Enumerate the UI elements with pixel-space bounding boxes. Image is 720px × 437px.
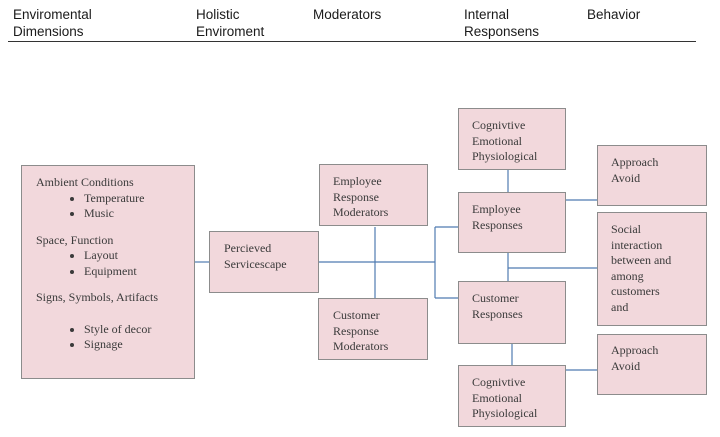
header-behavior: Behavior bbox=[587, 7, 641, 22]
header-environmental-dimensions: Enviromental Dimensions bbox=[13, 7, 92, 39]
customer-internal-states-box: Cognivtive Emotional Physiological bbox=[458, 365, 566, 427]
header-holistic-environment: Holistic Enviroment bbox=[196, 7, 265, 39]
employee-responses-box: Employee Responses bbox=[458, 192, 566, 253]
customer-responses-box: Customer Responses bbox=[458, 281, 566, 344]
ambient-conditions-list bbox=[36, 191, 180, 222]
employee-internal-states-box: Cognivtive Emotional Physiological bbox=[458, 108, 566, 170]
environmental-dimensions-box bbox=[21, 165, 195, 379]
customer-response-moderators-box: Customer Response Moderators bbox=[318, 298, 428, 360]
signs-symbols-list bbox=[36, 322, 180, 353]
employee-response-moderators-box: Employee Response Moderators bbox=[319, 164, 428, 226]
customer-approach-avoid-box: Approach Avoid bbox=[597, 334, 707, 395]
list-item: • Temperature bbox=[84, 191, 180, 207]
perceived-servicescape-box: Percieved Servicescape bbox=[209, 231, 319, 293]
list-item: • Equipment bbox=[84, 264, 180, 280]
space-function-label: Space, Function bbox=[36, 232, 114, 247]
list-item: • Music bbox=[84, 206, 180, 222]
social-interaction-box: Social interaction between and among customers and bbox=[597, 212, 707, 326]
space-function-list bbox=[36, 248, 180, 279]
list-item: • Layout bbox=[84, 248, 180, 264]
signs-symbols-label: Signs, Symbols, Artifacts bbox=[36, 290, 159, 304]
list-item: • Style of decor bbox=[84, 322, 180, 338]
list-item: • Signage bbox=[84, 337, 180, 353]
employee-approach-avoid-box: Approach Avoid bbox=[597, 145, 707, 206]
header-moderators: Moderators bbox=[313, 7, 382, 22]
header-internal-responses: Internal Responsens bbox=[464, 7, 540, 39]
ambient-conditions-label: Ambient Conditions bbox=[36, 175, 134, 189]
